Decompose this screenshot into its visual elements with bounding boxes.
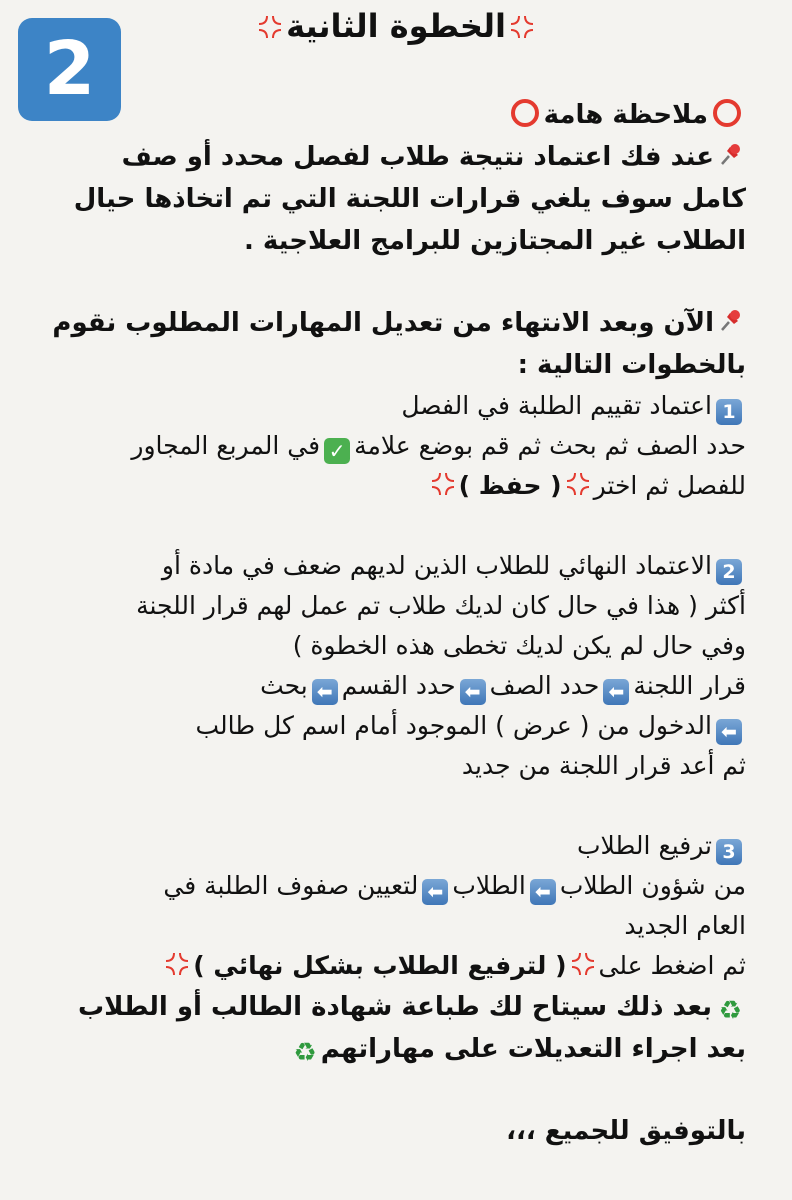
left-arrow-icon: ⬅ <box>530 879 556 905</box>
anger-symbol-icon <box>164 951 190 977</box>
pushpin-icon <box>717 142 743 168</box>
step1-heading: 1اعتماد تقييم الطلبة في الفصل <box>40 386 746 426</box>
page-title <box>150 2 642 50</box>
intro-line: بالخطوات التالية : <box>517 350 746 380</box>
intro-line: الآن وبعد الانتهاء من تعديل المهارات المطلوب نقوم <box>40 302 746 344</box>
step3-line: ثم اضغط على ( لترفيع الطلاب بشكل نهائي ) <box>40 946 746 986</box>
promote-label: ( لترفيع الطلاب بشكل نهائي ) <box>193 951 567 980</box>
note-heading: ملاحظة هامة <box>40 94 746 136</box>
step2-path: قرار اللجنة⬅حدد الصف⬅حدد القسم⬅بحث <box>260 671 746 703</box>
step3-line: بعد اجراء التعديلات على مهاراتهم♻ <box>40 1028 746 1070</box>
note-line: الطلاب غير المجتازين للبرامج العلاجية . <box>243 226 746 256</box>
note-line: كامل سوف يلغي قرارات اللجنة التي تم اتخاذها حيال <box>73 184 746 214</box>
recycle-icon: ♻ <box>718 996 742 1026</box>
step3-line: ♻بعد ذلك سيتاح لك طباعة شهادة الطالب أو الطلاب <box>77 992 742 1026</box>
step3-path: من شؤون الطلاب⬅الطلاب⬅لتعيين صفوف الطلبة في <box>163 871 746 903</box>
note-line: عند فك اعتماد نتيجة طلاب لفصل محدد أو صف <box>40 136 746 178</box>
keycap-number-icon: 2 <box>716 559 742 585</box>
save-label: ( حفظ ) <box>458 471 562 500</box>
closing-line: بالتوفيق للجميع ،،، <box>506 1116 746 1146</box>
anger-symbol-icon <box>570 951 596 977</box>
check-mark-icon: ✓ <box>324 438 350 464</box>
step2-line: ⬅الدخول من ( عرض ) الموجود أمام اسم كل طالب <box>40 706 746 746</box>
left-arrow-icon: ⬅ <box>312 679 338 705</box>
step3-heading: 3ترفيع الطلاب <box>40 826 746 866</box>
step2-line: وفي حال لم يكن لديك تخطى هذه الخطوة ) <box>292 631 746 660</box>
left-arrow-icon: ⬅ <box>603 679 629 705</box>
anger-symbol-icon <box>430 471 456 497</box>
step-number-badge: 2 <box>18 18 121 121</box>
step2-line: 2الاعتماد النهائي للطلاب الذين لديهم ضعف في مادة أو <box>40 546 746 586</box>
pushpin-icon <box>717 308 743 334</box>
title-text: الخطوة الثانية <box>286 7 506 45</box>
step3-line: العام الجديد <box>624 911 746 940</box>
hollow-red-circle-icon <box>511 99 539 127</box>
anger-symbol-icon <box>257 14 283 40</box>
left-arrow-icon: ⬅ <box>716 719 742 745</box>
step1-line: حدد الصف ثم بحث ثم قم بوضع علامة✓في المربع المجاور <box>131 431 746 463</box>
left-arrow-icon: ⬅ <box>422 879 448 905</box>
anger-symbol-icon <box>509 14 535 40</box>
step2-line: ثم أعد قرار اللجنة من جديد <box>461 751 746 780</box>
left-arrow-icon: ⬅ <box>460 679 486 705</box>
instructions-body <box>40 94 746 1152</box>
anger-symbol-icon <box>565 471 591 497</box>
step2-line: أكثر ( هذا في حال كان لديك طلاب تم عمل لهم قرار اللجنة <box>136 591 746 620</box>
hollow-red-circle-icon <box>713 99 741 127</box>
step1-line: للفصل ثم اختر ( حفظ ) <box>40 466 746 506</box>
recycle-icon: ♻ <box>293 1038 317 1068</box>
keycap-number-icon: 3 <box>716 839 742 865</box>
keycap-number-icon: 1 <box>716 399 742 425</box>
